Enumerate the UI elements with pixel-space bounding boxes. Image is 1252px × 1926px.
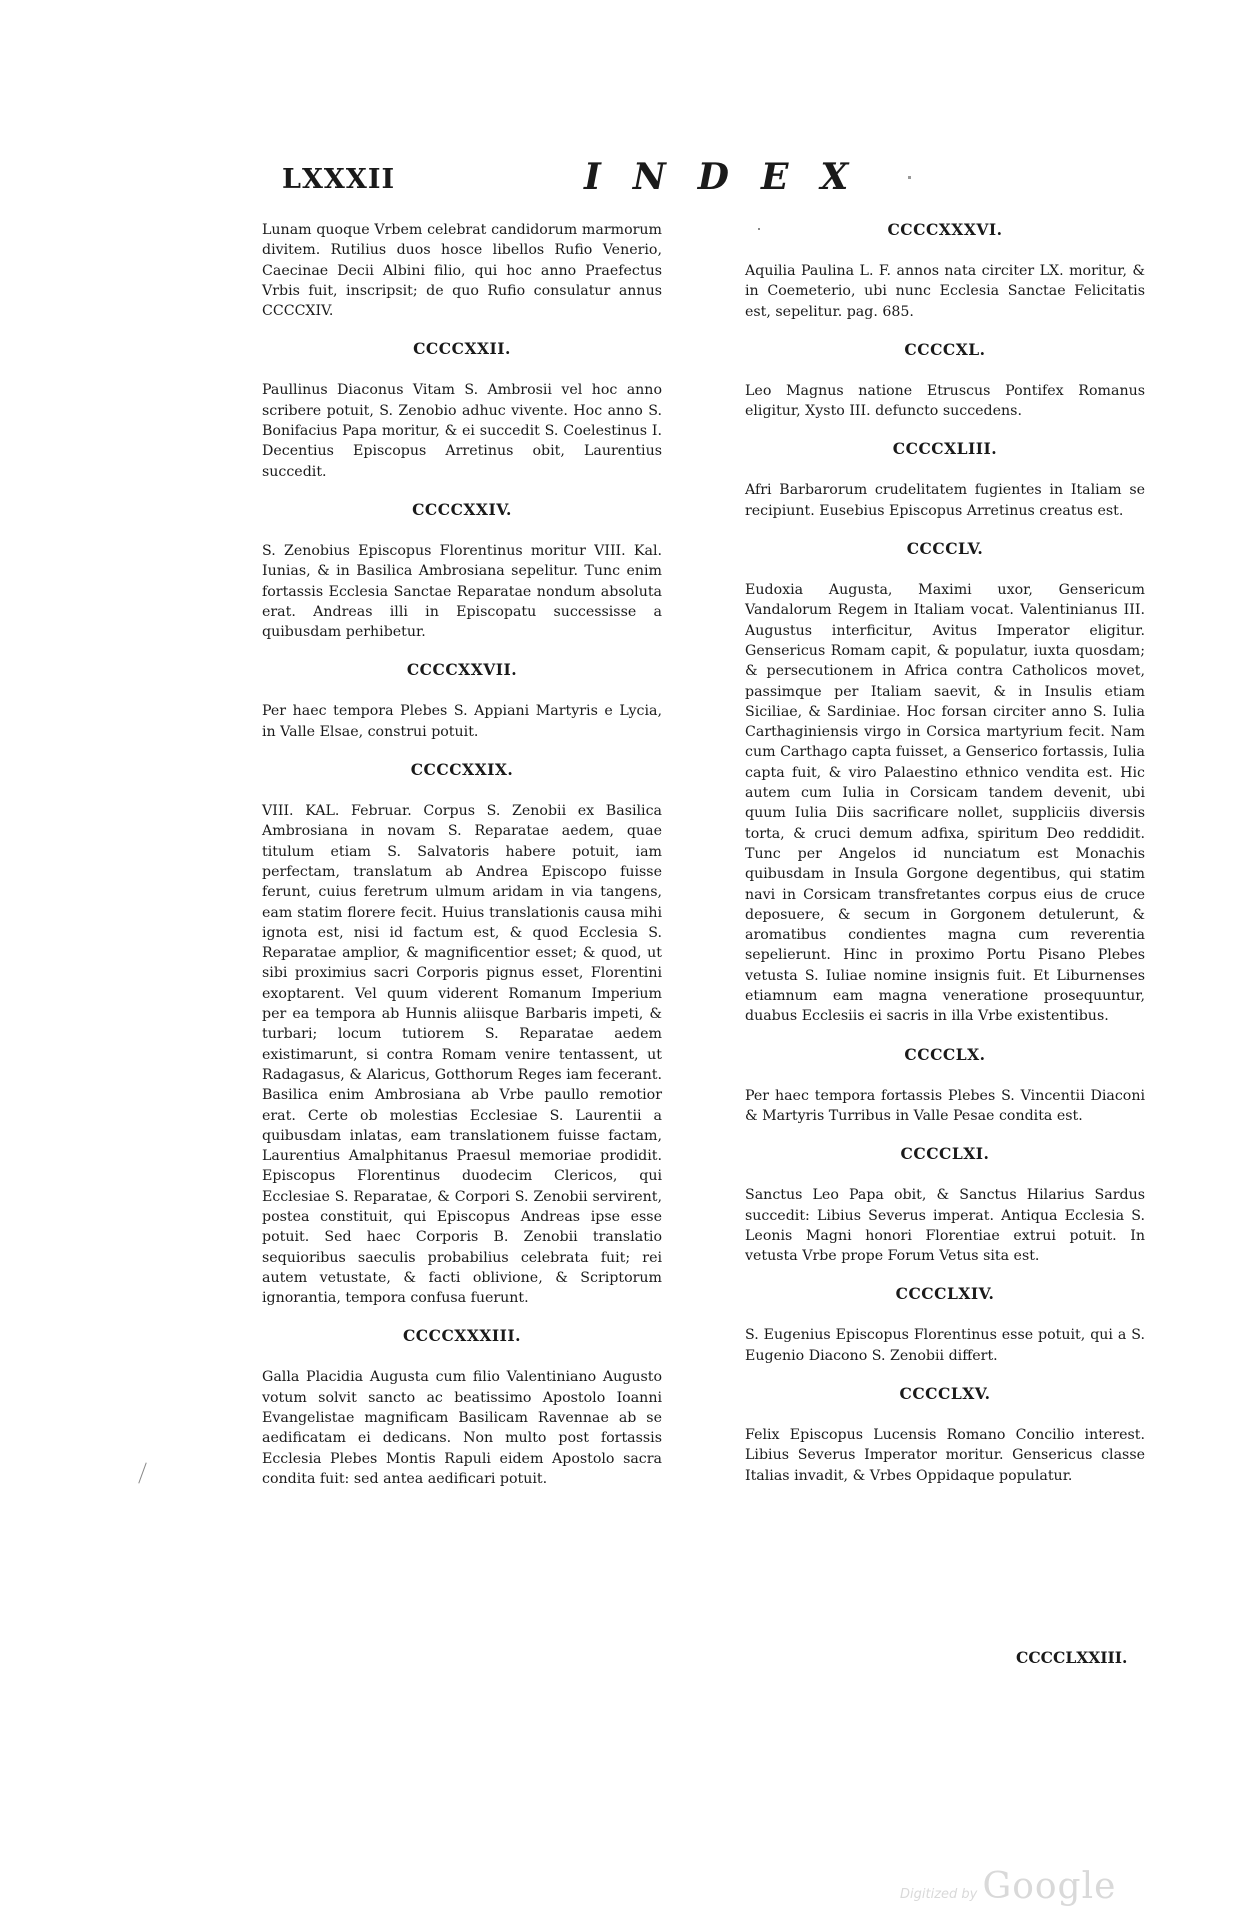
right-entry-7 (745, 1384, 1145, 1486)
right-entry-2 (745, 439, 1145, 521)
entry-text: Per haec tempora Plebes S. Appiani Martyris e Lycia, in Valle Elsae, construi potuit. (262, 703, 662, 740)
right-column (745, 220, 1145, 1496)
entry-text: Afri Barbarorum crudelitatem fugientes in Italiam se recipiunt. Eusebius Episcopus Arretinus creatus est. (745, 482, 1145, 519)
year-heading: CCCCXLIII. (892, 439, 998, 459)
entry-text: Galla Placidia Augusta cum filio Valentiniano Augusto votum solvit sancto ac beatissimo Apostolo Ioanni Evangelistae magnificam Basilicam Ravennae ab se aedificatam ei dedicans. Non multo post fortassis Ecclesia Plebes Montis Rapuli eidem Apostolo sacra condita fuit: sed antea aedificari potuit. (262, 1369, 662, 1487)
right-entry-1 (745, 340, 1145, 422)
watermark-caption: Digitized by (900, 1887, 978, 1902)
running-title: INDEX (584, 156, 881, 198)
digitization-watermark (900, 1866, 1116, 1907)
entry-text: Leo Magnus natione Etruscus Pontifex Romanus eligitur, Xysto III. defuncto succedens. (745, 382, 1145, 420)
left-column (262, 220, 662, 1499)
left-entry-2 (262, 500, 662, 642)
year-heading: CCCCXXXVI. (887, 220, 1003, 239)
year-heading: CCCCXXIX. (410, 760, 514, 780)
entry-text: S. Eugenius Episcopus Florentinus esse potuit, qui a S. Eugenio Diacono S. Zenobii differt. (745, 1327, 1145, 1364)
year-heading: CCCCLX. (904, 1044, 986, 1064)
header-mark (908, 176, 911, 179)
right-entry-0 (745, 220, 1145, 322)
entry-text: Felix Episcopus Lucensis Romano Concilio interest. Libius Severus Imperator moritur. Gensericus classe Italias invadit, & Vrbes Oppidaque populatur. (745, 1426, 1145, 1484)
right-entry-3 (745, 539, 1145, 1027)
left-entry-4 (262, 760, 662, 1308)
year-heading: CCCCXXVII. (406, 660, 518, 680)
entry-text: Sanctus Leo Papa obit, & Sanctus Hilarius Sardus succedit: Libius Severus imperat. Antiqua Ecclesia S. Leonis Magni honori Florentiae extrui potuit. In vetusta Vrbe prope Forum Vetus sita est. (745, 1187, 1145, 1265)
entry-text: Paullinus Diaconus Vitam S. Ambrosii vel hoc anno scribere potuit, S. Zenobio adhuc vivente. Hoc anno S. Bonifacius Papa moritur, & ei succedit S. Coelestinus I. Decentius Episcopus Arretinus obit, Laurentius succedit. (262, 382, 662, 480)
year-heading: CCCCXXIV. (412, 499, 512, 519)
entry-text: Aquilia Paulina L. F. annos nata circiter LX. moritur, & in Coemeterio, ubi nunc Ecclesia Sanctae Felicitatis est, sepelitur. pag. 685. (745, 263, 1145, 320)
entry-text: Lunam quoque Vrbem celebrat candidorum marmorum divitem. Rutilius duos hosce libellos Rufio Venerio, Caecinae Decii Albini filio, qui hoc anno Praefectus Vrbis fuit, inscripsit; de quo Rufio consulatur annus CCCCXIV. (262, 222, 662, 320)
page-number: LXXXII (282, 164, 396, 195)
right-entry-6 (745, 1284, 1145, 1366)
right-entry-5 (745, 1144, 1145, 1266)
entry-text: Per haec tempora fortassis Plebes S. Vincentii Diaconi & Martyris Turribus in Valle Pesae condita est. (745, 1087, 1145, 1124)
right-entry-4 (745, 1045, 1145, 1127)
entry-text: Eudoxia Augusta, Maximi uxor, Gensericum Vandalorum Regem in Italiam vocat. Valentinianus III. Augustus interficitur, Avitus Imperator eligitur. Gensericus Romam capit, & populatur, iuxta quosdam; & persecutionem in Africa contra Catholicos movet, passimque per Italiam saevit, & in Insulis etiam Siciliae, & Sardiniae. Hoc forsan circiter anno S. Iulia Carthaginiensis virgo in Corsica martyrium fecit. Nam cum Carthago capta fuisset, a Genserico fortassis, Iulia capta fuit, & viro Palaestino ethnico vendita est. Hic autem cum Iulia in Corsicam tandem devenit, ubi quum Iulia Diis sacrificare nollet, suppliciis diversis torta, & cruci demum adfixa, spiritum Deo reddidit. Tunc per Angelos id nunciatum est Monachis quibusdam in Insula Gorgone degentibus, qui statim navi in Corsicam transfretantes corpus eius de cruce deposuere, & secum in Gorgonem detulerunt, & aromatibus condientes magna cum reverentia sepelierunt. Hinc in proximo Portu Pisano Plebes vetusta S. Iuliae nomine insignis fuit. Et Liburnenses etiamnum eam magna veneratione prosequuntur, duabus Ecclesiis ei sacris in illa Vrbe existentibus. (745, 582, 1145, 1025)
left-entry-5 (262, 1326, 662, 1489)
next-year-reference: CCCCLXXIII. (1016, 1648, 1128, 1667)
left-entry-0 (262, 220, 662, 321)
entry-text: VIII. KAL. Februar. Corpus S. Zenobii ex Basilica Ambrosiana in novam S. Reparatae aedem, quae titulum etiam S. Salvatoris habere potuit, iam perfectam, translatum ab Andrea Episcopo fuisse ferunt, cuius feretrum ulmum aridam in via tangens, eam statim florere fecit. Huius translationis causa mihi ignota est, nisi id factum est, & quod Ecclesia S. Reparatae amplior, & magnificentior esset; & quod, ut sibi proximius sacri Corporis pignus esset, Florentini exoptarent. Vel quum viderent Romanum Imperium per ea tempora ab Hunnis aliisque Barbaris impeti, & turbari; locum tutiorem S. Reparatae aedem existimarunt, si contra Romam venire tentassent, ut Radagasus, & Alaricus, Gotthorum Reges iam fecerant. Basilica enim Ambrosiana ab Vrbe paullo remotior erat. Certe ob molestias Ecclesiae S. Laurentii a quibusdam inlatas, eam translationem fuisse factam, Laurentius Amalphitanus Praesul memoriae prodidit. Episcopus Florentinus duodecim Clericos, qui Ecclesiae S. Reparatae, & Corpori S. Zenobii servirent, postea constituit, qui Episcopus Andreas ipse esse potuit. Sed haec Corporis B. Zenobii translatio sequioribus saeculis probabilius celebrata fuit; rei autem vetustate, & facti oblivione, & Scriptorum ignorantia, tempora confusa fuerunt. (262, 803, 662, 1307)
year-heading: CCCCLXIV. (895, 1284, 995, 1304)
left-entry-1 (262, 339, 662, 481)
entry-text: S. Zenobius Episcopus Florentinus moritur VIII. Kal. Iunias, & in Basilica Ambrosiana sepelitur. Tunc enim fortassis Ecclesia Sanctae Reparatae nondum absoluta erat. Andreas illi in Episcopatu successisse a quibusdam perhibetur. (262, 542, 662, 641)
left-entry-3 (262, 660, 662, 742)
year-heading: CCCCLXV. (899, 1383, 991, 1403)
year-heading: CCCCLXI. (900, 1144, 990, 1164)
google-logo: Google (982, 1866, 1117, 1907)
year-heading: CCCCXXXIII. (402, 1326, 522, 1346)
year-heading: CCCCXXII. (413, 339, 511, 359)
year-heading: CCCCXL. (904, 339, 986, 359)
year-heading: CCCCLV. (906, 539, 984, 559)
stray-mark (138, 1462, 146, 1483)
